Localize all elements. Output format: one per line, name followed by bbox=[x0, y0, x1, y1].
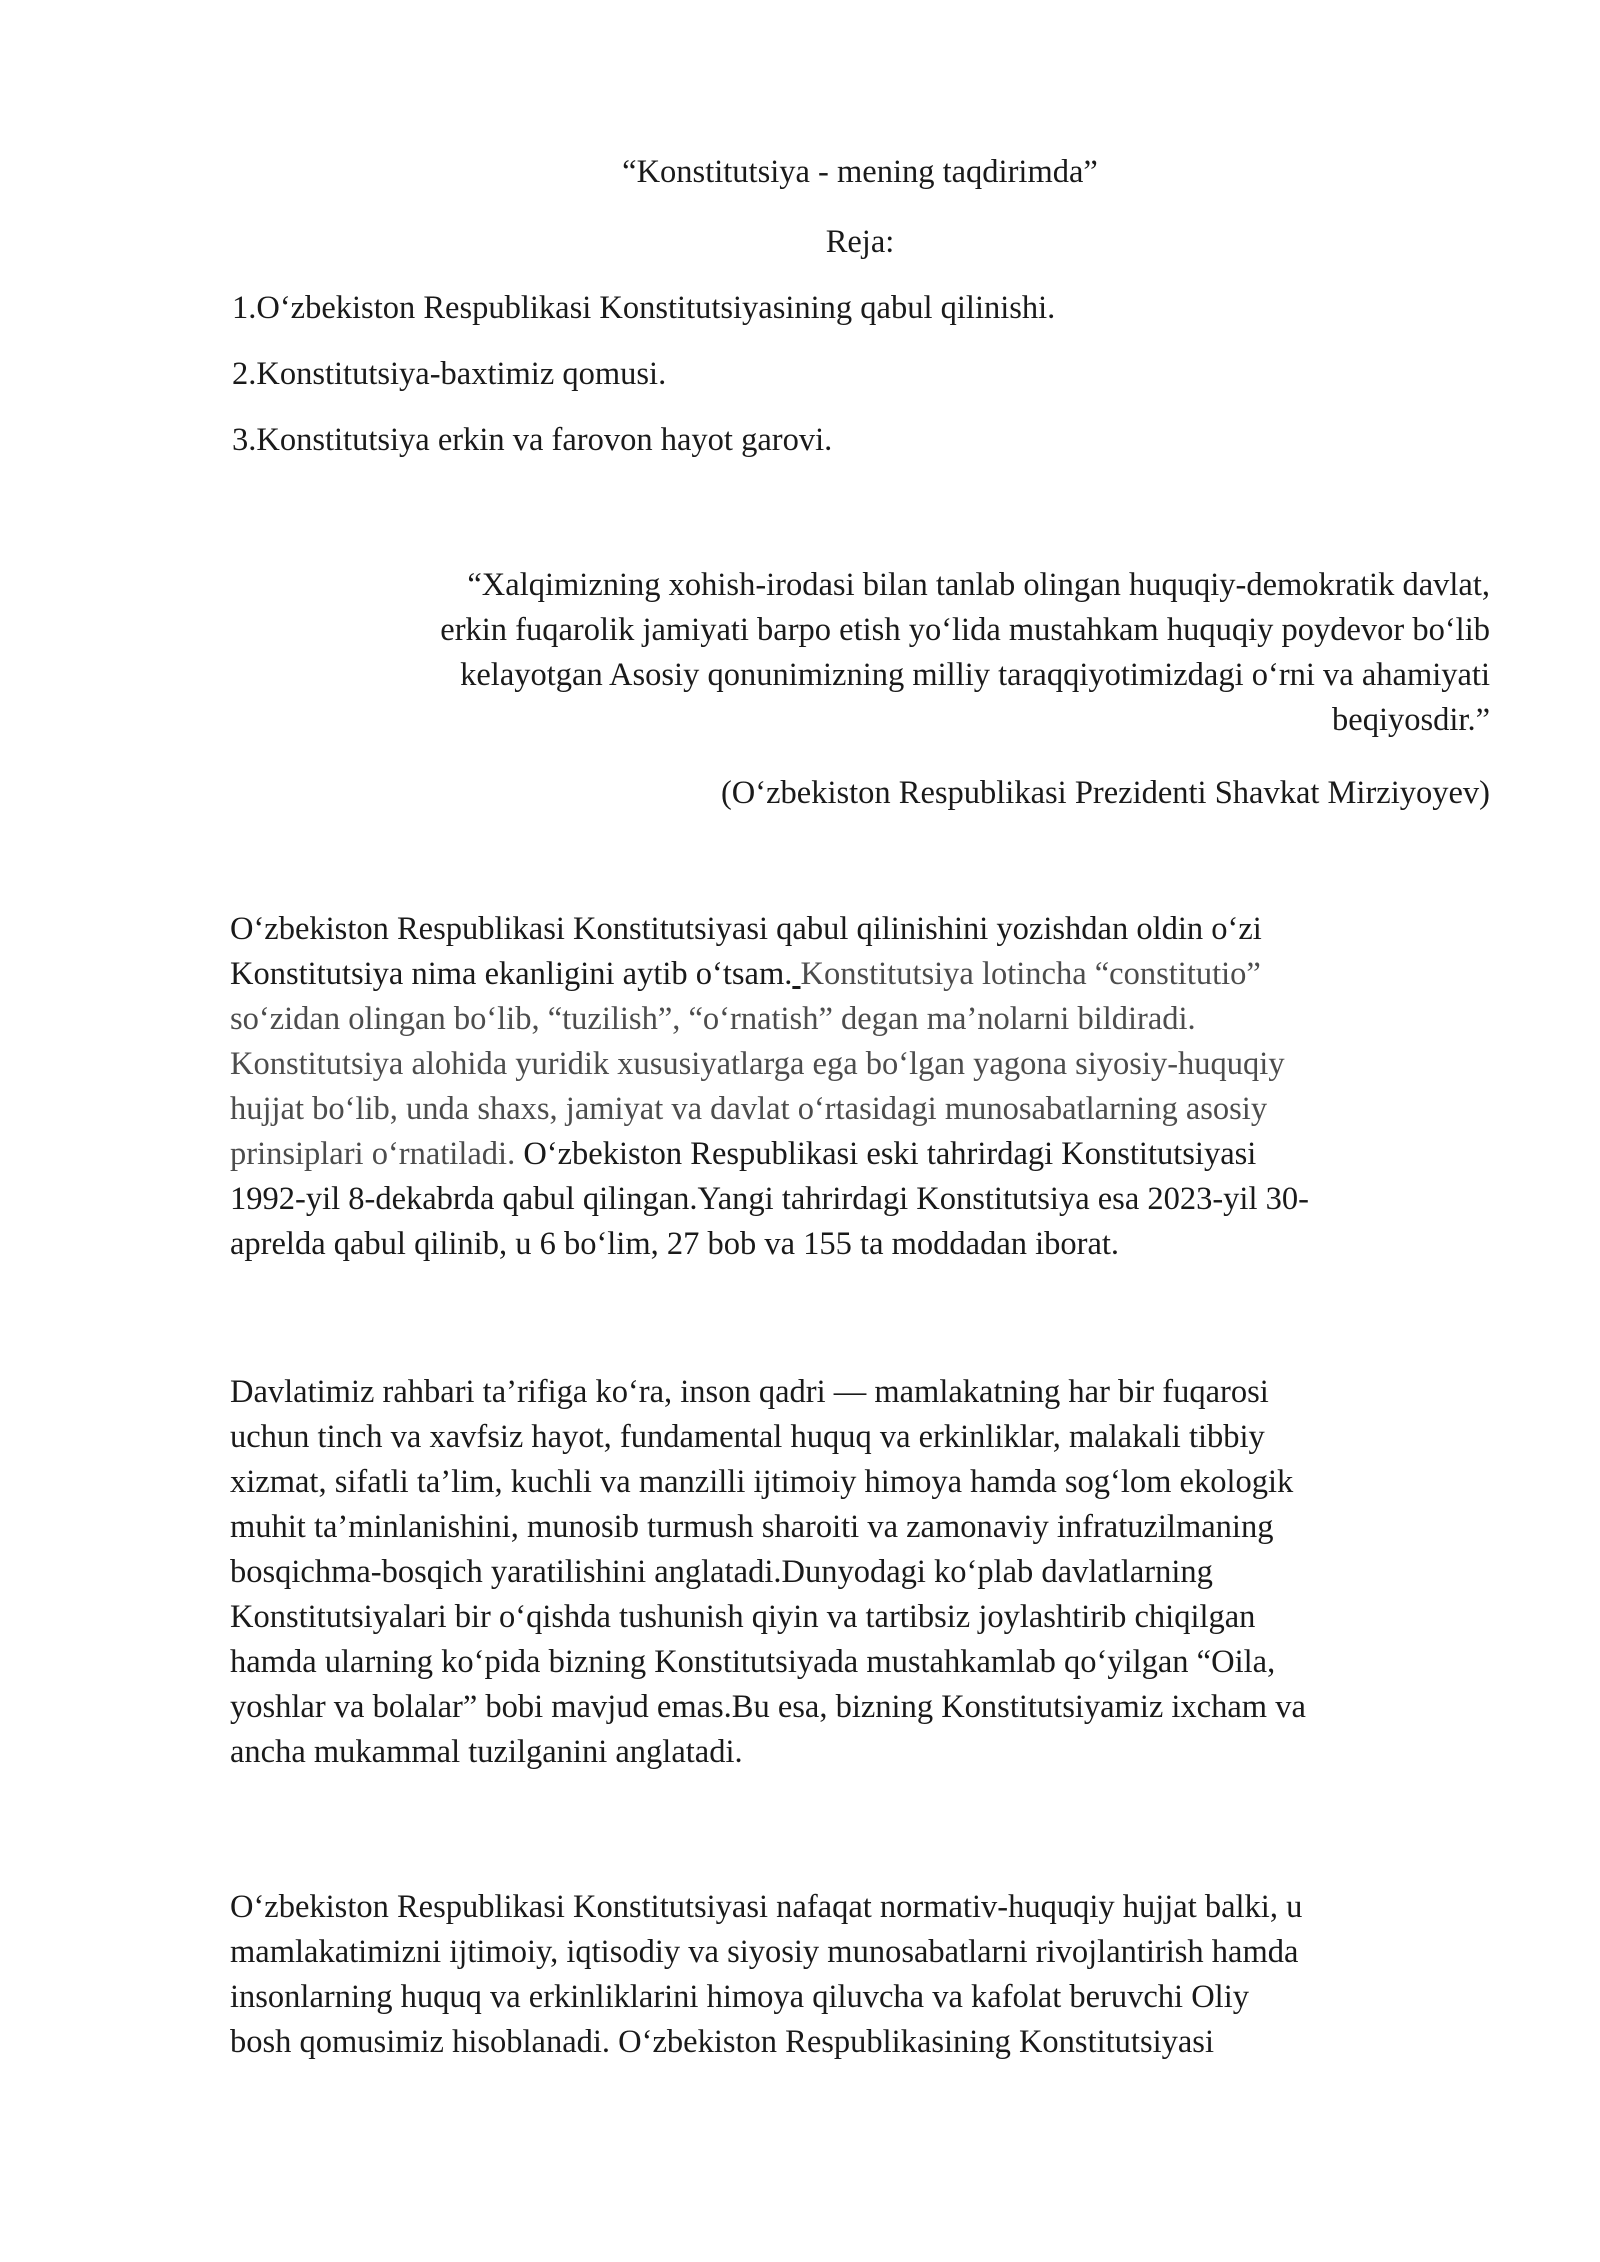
plan-item: 2.Konstitutsiya-baxtimiz qomusi. bbox=[232, 356, 667, 392]
paragraph-human-dignity bbox=[230, 1370, 1490, 1775]
paragraph-text: Konstitutsiya nima ekanligini aytib o‘tsam. bbox=[230, 956, 793, 992]
paragraph-line: O‘zbekiston Respublikasi Konstitutsiyasi nafaqat normativ-huquqiy hujjat balki, u bbox=[230, 1889, 1303, 1925]
paragraph-supreme-law bbox=[230, 1885, 1490, 2065]
plan-item: 3.Konstitutsiya erkin va farovon hayot garovi. bbox=[232, 422, 833, 458]
paragraph-line: hamda ularning ko‘pida bizning Konstitutsiyada mustahkamlab qo‘yilgan “Oila, bbox=[230, 1644, 1276, 1680]
paragraph-line: xizmat, sifatli ta’lim, kuchli va manzilli ijtimoiy himoya hamda sog‘lom ekologik bbox=[230, 1464, 1294, 1500]
paragraph-text: O‘zbekiston Respublikasi eski tahrirdagi Konstitutsiyasi bbox=[523, 1136, 1257, 1172]
paragraph-line: yoshlar va bolalar” bobi mavjud emas.Bu esa, bizning Konstitutsiyamiz ixcham va bbox=[230, 1689, 1306, 1725]
paragraph-constitution-definition bbox=[230, 907, 1490, 1267]
epigraph-line: beqiyosdir.” bbox=[1332, 702, 1490, 738]
paragraph-line: Davlatimiz rahbari ta’rifiga ko‘ra, inson qadri — mamlakatning har bir fuqarosi bbox=[230, 1374, 1269, 1410]
plan-item: 1.O‘zbekiston Respublikasi Konstitutsiyasining qabul qilinishi. bbox=[232, 290, 1056, 326]
plan-list bbox=[232, 286, 1055, 484]
paragraph-line: muhit ta’minlanishini, munosib turmush sharoiti va zamonaviy infratuzilmaning bbox=[230, 1509, 1274, 1545]
paragraph-line: so‘zidan olingan bo‘lib, “tuzilish”, “o‘rnatish” degan ma’nolarni bildiradi. bbox=[230, 1001, 1196, 1037]
epigraph-line: kelayotgan Asosiy qonunimizning milliy taraqqiyotimizdagi o‘rni va ahamiyati bbox=[460, 657, 1490, 693]
paragraph-line: hujjat bo‘lib, unda shaxs, jamiyat va davlat o‘rtasidagi munosabatlarning asosiy bbox=[230, 1091, 1268, 1127]
paragraph-line: bosqichma-bosqich yaratilishini anglatadi.Dunyodagi ko‘plab davlatlarning bbox=[230, 1554, 1213, 1590]
paragraph-line: bosh qomusimiz hisoblanadi. O‘zbekiston Respublikasining Konstitutsiyasi bbox=[230, 2024, 1214, 2060]
paragraph-line: 1992-yil 8-dekabrda qabul qilingan.Yangi tahrirdagi Konstitutsiya esa 2023-yil 30- bbox=[230, 1181, 1309, 1217]
paragraph-line: aprelda qabul qilinib, u 6 bo‘lim, 27 bob va 155 ta moddadan iborat. bbox=[230, 1226, 1120, 1262]
epigraph-quote bbox=[240, 563, 1490, 743]
epigraph-line: “Xalqimizning xohish-irodasi bilan tanlab olingan huquqiy-demokratik davlat, bbox=[467, 567, 1490, 603]
paragraph-line: ancha mukammal tuzilganini anglatadi. bbox=[230, 1734, 743, 1770]
epigraph-attribution: (O‘zbekiston Respublikasi Prezidenti Shavkat Mirziyoyev) bbox=[720, 775, 1490, 811]
paragraph-text: Konstitutsiya lotincha “constitutio” bbox=[800, 956, 1261, 992]
document-title: “Konstitutsiya - mening taqdirimda” bbox=[622, 154, 1098, 190]
paragraph-line: Konstitutsiyalari bir o‘qishda tushunish qiyin va tartibsiz joylashtirib chiqilgan bbox=[230, 1599, 1256, 1635]
paragraph-text: prinsiplari o‘rnatiladi. bbox=[230, 1136, 516, 1172]
paragraph-line: Konstitutsiya alohida yuridik xususiyatlarga ega bo‘lgan yagona siyosiy-huquqiy bbox=[230, 1046, 1285, 1082]
paragraph-line: insonlarning huquq va erkinliklarini himoya qiluvcha va kafolat beruvchi Oliy bbox=[230, 1979, 1249, 2015]
paragraph-line: uchun tinch va xavfsiz hayot, fundamental huquq va erkinliklar, malakali tibbiy bbox=[230, 1419, 1265, 1455]
paragraph-line bbox=[230, 952, 1490, 997]
paragraph-line bbox=[230, 1132, 1490, 1177]
plan-heading: Reja: bbox=[825, 224, 895, 260]
paragraph-line: O‘zbekiston Respublikasi Konstitutsiyasi qabul qilinishini yozishdan oldin o‘zi bbox=[230, 911, 1262, 947]
paragraph-line: mamlakatimizni ijtimoiy, iqtisodiy va siyosiy munosabatlarni rivojlantirish hamda bbox=[230, 1934, 1299, 1970]
epigraph-line: erkin fuqarolik jamiyati barpo etish yo‘lida mustahkam huquqiy poydevor bo‘lib bbox=[440, 612, 1490, 648]
